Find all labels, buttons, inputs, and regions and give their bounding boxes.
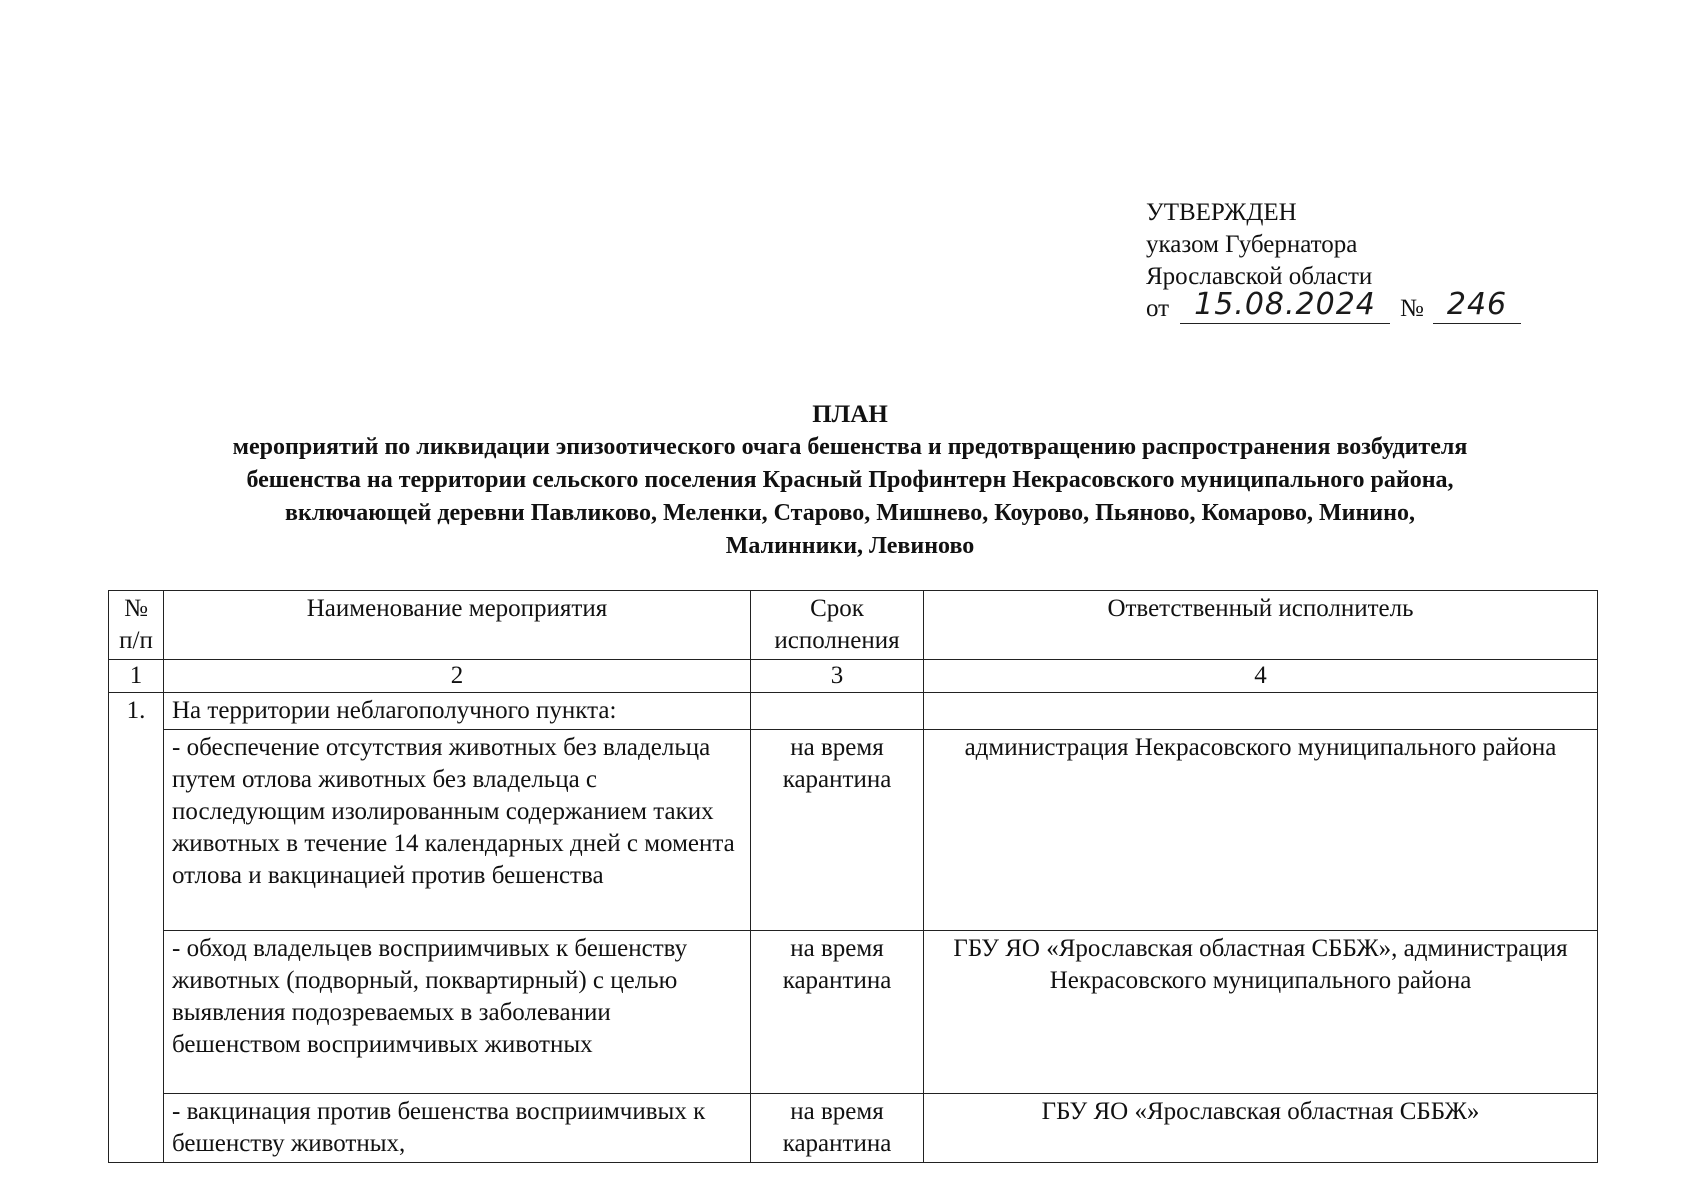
header-responsible: Ответственный исполнитель — [924, 591, 1598, 660]
table-header-row — [109, 591, 1598, 660]
measure-responsible: администрация Некрасовского муниципального района — [924, 730, 1598, 931]
header-num: № п/п — [109, 591, 164, 660]
title-line-2: бешенства на территории сельского поселения Красный Профинтерн Некрасовского муниципального района, — [246, 467, 1454, 493]
document-title — [90, 398, 1610, 563]
column-number-row — [109, 660, 1598, 693]
plan-table — [108, 590, 1598, 1163]
section-number: 1. — [109, 693, 164, 1163]
measure-name: - обеспечение отсутствия животных без владельца путем отлова животных без владельца с последующим изолированным содержанием таких животных в течение 14 календарных дней с момента отлова и вакцинацией против бешенства — [164, 730, 751, 931]
number-sign: № — [1400, 295, 1424, 322]
approval-number: 246 — [1433, 289, 1521, 324]
measure-term: на время карантина — [751, 1094, 924, 1163]
table-row — [109, 931, 1598, 1094]
title-heading: ПЛАН — [812, 401, 888, 428]
approval-region: Ярославской области — [1146, 263, 1373, 290]
measure-term: на время карантина — [751, 931, 924, 1094]
header-name: Наименование мероприятия — [164, 591, 751, 660]
table-row — [109, 1094, 1598, 1163]
measure-term: на время карантина — [751, 730, 924, 931]
section-title: На территории неблагополучного пункта: — [164, 693, 751, 730]
approval-issuer: указом Губернатора — [1146, 231, 1358, 258]
measure-name: - вакцинация против бешенства восприимчивых к бешенству животных, — [164, 1094, 751, 1163]
approval-block — [1146, 197, 1566, 325]
header-term: Срок исполнения — [751, 591, 924, 660]
title-line-3: включающей деревни Павликово, Меленки, Старово, Мишнево, Коурово, Пьяново, Комарово, Минино, — [285, 500, 1415, 526]
approval-title: УТВЕРЖДЕН — [1146, 199, 1297, 226]
section-row — [109, 693, 1598, 730]
table-row — [109, 730, 1598, 931]
column-number-4: 4 — [924, 660, 1598, 693]
section-responsible-empty — [924, 693, 1598, 730]
date-from-label: от — [1146, 295, 1170, 322]
title-line-4: Малинники, Левиново — [725, 533, 975, 559]
measure-name: - обход владельцев восприимчивых к бешенству животных (подворный, поквартирный) с целью выявления подозреваемых в заболевании бешенством восприимчивых животных — [164, 931, 751, 1094]
column-number-1: 1 — [109, 660, 164, 693]
title-line-1: мероприятий по ликвидации эпизоотического очага бешенства и предотвращению распространения возбудителя — [232, 434, 1468, 460]
measure-responsible: ГБУ ЯО «Ярославская областная СББЖ», администрация Некрасовского муниципального района — [924, 931, 1598, 1094]
column-number-2: 2 — [164, 660, 751, 693]
approval-date-line — [1146, 287, 1566, 325]
section-term-empty — [751, 693, 924, 730]
measure-responsible: ГБУ ЯО «Ярославская областная СББЖ» — [924, 1094, 1598, 1163]
column-number-3: 3 — [751, 660, 924, 693]
approval-date: 15.08.2024 — [1180, 289, 1390, 324]
